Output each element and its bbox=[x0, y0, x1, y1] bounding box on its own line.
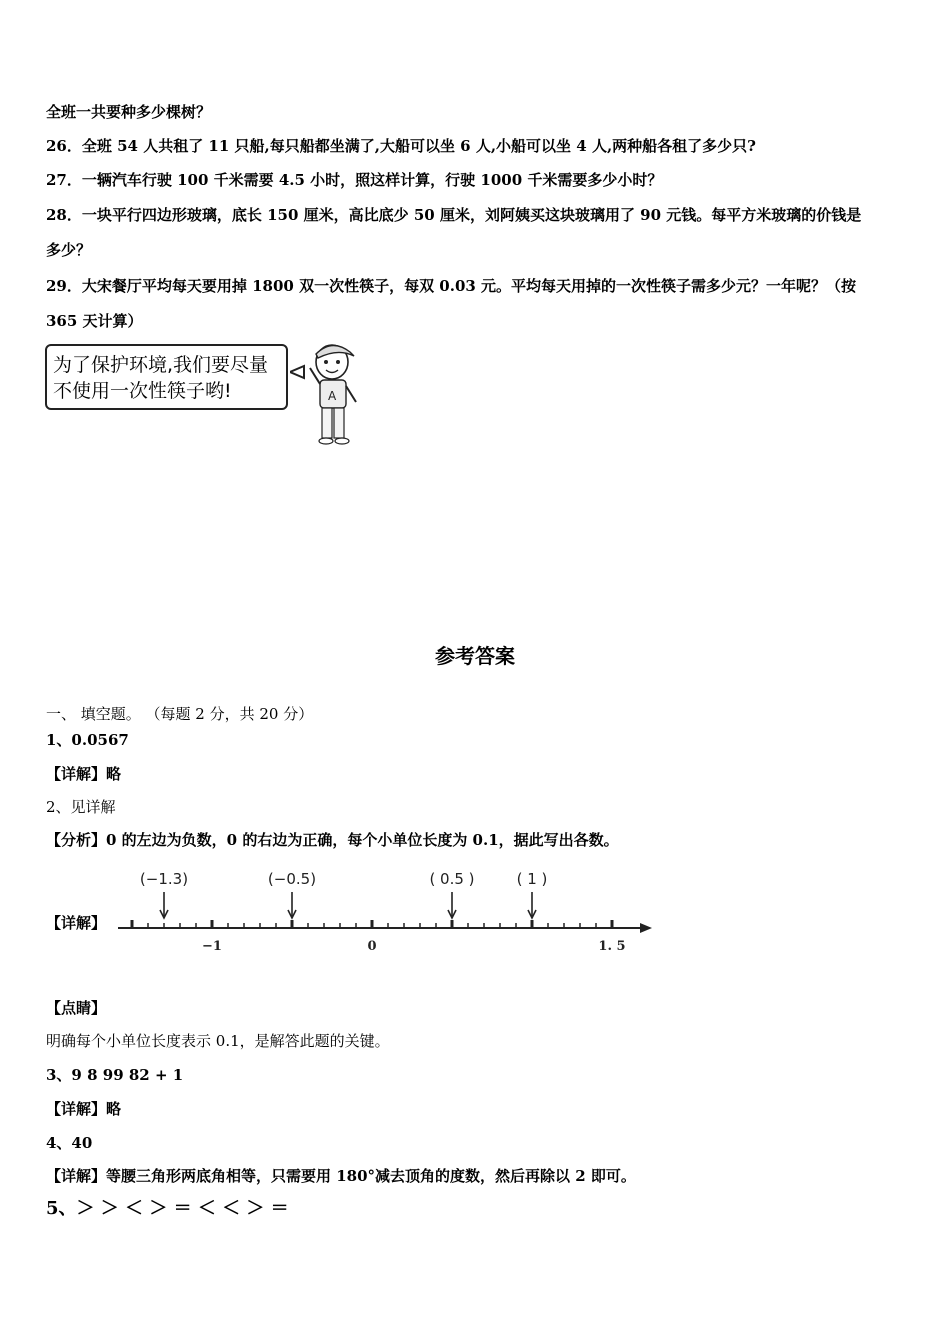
answer-4: 4、40 bbox=[46, 1134, 93, 1152]
question-29-line1: 29．大宋餐厅平均每天要用掉 1800 双一次性筷子，每双 0.03 元。平均每天用掉的一次性筷子需多少元？一年呢？（按 bbox=[46, 277, 857, 295]
number-line-marker-label: ( 1 ) bbox=[516, 870, 548, 888]
question-25-tail: 全班一共要种多少棵树？ bbox=[46, 103, 212, 121]
question-29-line2: 365 天计算） bbox=[46, 312, 143, 330]
answers-title: 参考答案 bbox=[435, 644, 515, 668]
number-line-tick-label: −1 bbox=[202, 939, 222, 954]
number-line-tick-label: 0 bbox=[367, 939, 377, 954]
answer-3: 3、9 8 99 82 + 1 bbox=[46, 1066, 184, 1084]
answer-4-detail: 【详解】等腰三角形两底角相等，只需要用 180°减去顶角的度数，然后再除以 2 即可。 bbox=[46, 1167, 636, 1185]
answer-1-detail: 【详解】略 bbox=[46, 765, 122, 783]
number-line-diagram bbox=[110, 862, 670, 962]
number-line-arrowhead bbox=[640, 923, 652, 933]
section-1-heading: 一、 填空题。 （每题 2 分，共 20 分） bbox=[46, 705, 314, 723]
answer-2-tip: 【点睛】 bbox=[46, 999, 107, 1017]
question-27: 27．一辆汽车行驶 100 千米需要 4.5 小时，照这样计算，行驶 1000 千米需要多少小时？ bbox=[46, 171, 663, 189]
answer-2-tip-text: 明确每个小单位长度表示 0.1，是解答此题的关键。 bbox=[46, 1032, 390, 1050]
number-line-marker-label: (−0.5) bbox=[267, 870, 317, 888]
answer-2: 2、见详解 bbox=[46, 798, 116, 816]
answer-1: 1、0.0567 bbox=[46, 731, 129, 749]
answer-2-detail-label: 【详解】 bbox=[46, 914, 107, 932]
speech-bubble bbox=[45, 344, 288, 410]
question-26: 26．全班 54 人共租了 11 只船,每只船都坐满了,大船可以坐 6 人,小船可以坐 4 人,两种船各租了多少只? bbox=[46, 137, 756, 155]
svg-text:A: A bbox=[328, 389, 337, 403]
answer-3-detail: 【详解】略 bbox=[46, 1100, 122, 1118]
speech-bubble-line1: 为了保护环境,我们要尽量 bbox=[53, 354, 269, 376]
speech-bubble-line2: 不使用一次性筷子哟! bbox=[53, 380, 232, 402]
question-28-line2: 多少？ bbox=[46, 241, 92, 259]
number-line-tick-label: 1. 5 bbox=[598, 939, 626, 954]
number-line-marker-label: (−1.3) bbox=[139, 870, 189, 888]
cartoon-boy-icon bbox=[290, 338, 370, 448]
number-line-marker-label: ( 0.5 ) bbox=[429, 870, 475, 888]
question-28-line1: 28．一块平行四边形玻璃，底长 150 厘米，高比底少 50 厘米，刘阿姨买这块玻璃用了 90 元钱。每平方米玻璃的价钱是 bbox=[46, 206, 862, 224]
answer-2-analysis: 【分析】0 的左边为负数，0 的右边为正确，每个小单位长度为 0.1，据此写出各数。 bbox=[46, 831, 619, 849]
answer-5: 5、＞ ＞ ＜ ＞ ＝ ＜ ＜ ＞ ＝ bbox=[46, 1198, 289, 1219]
